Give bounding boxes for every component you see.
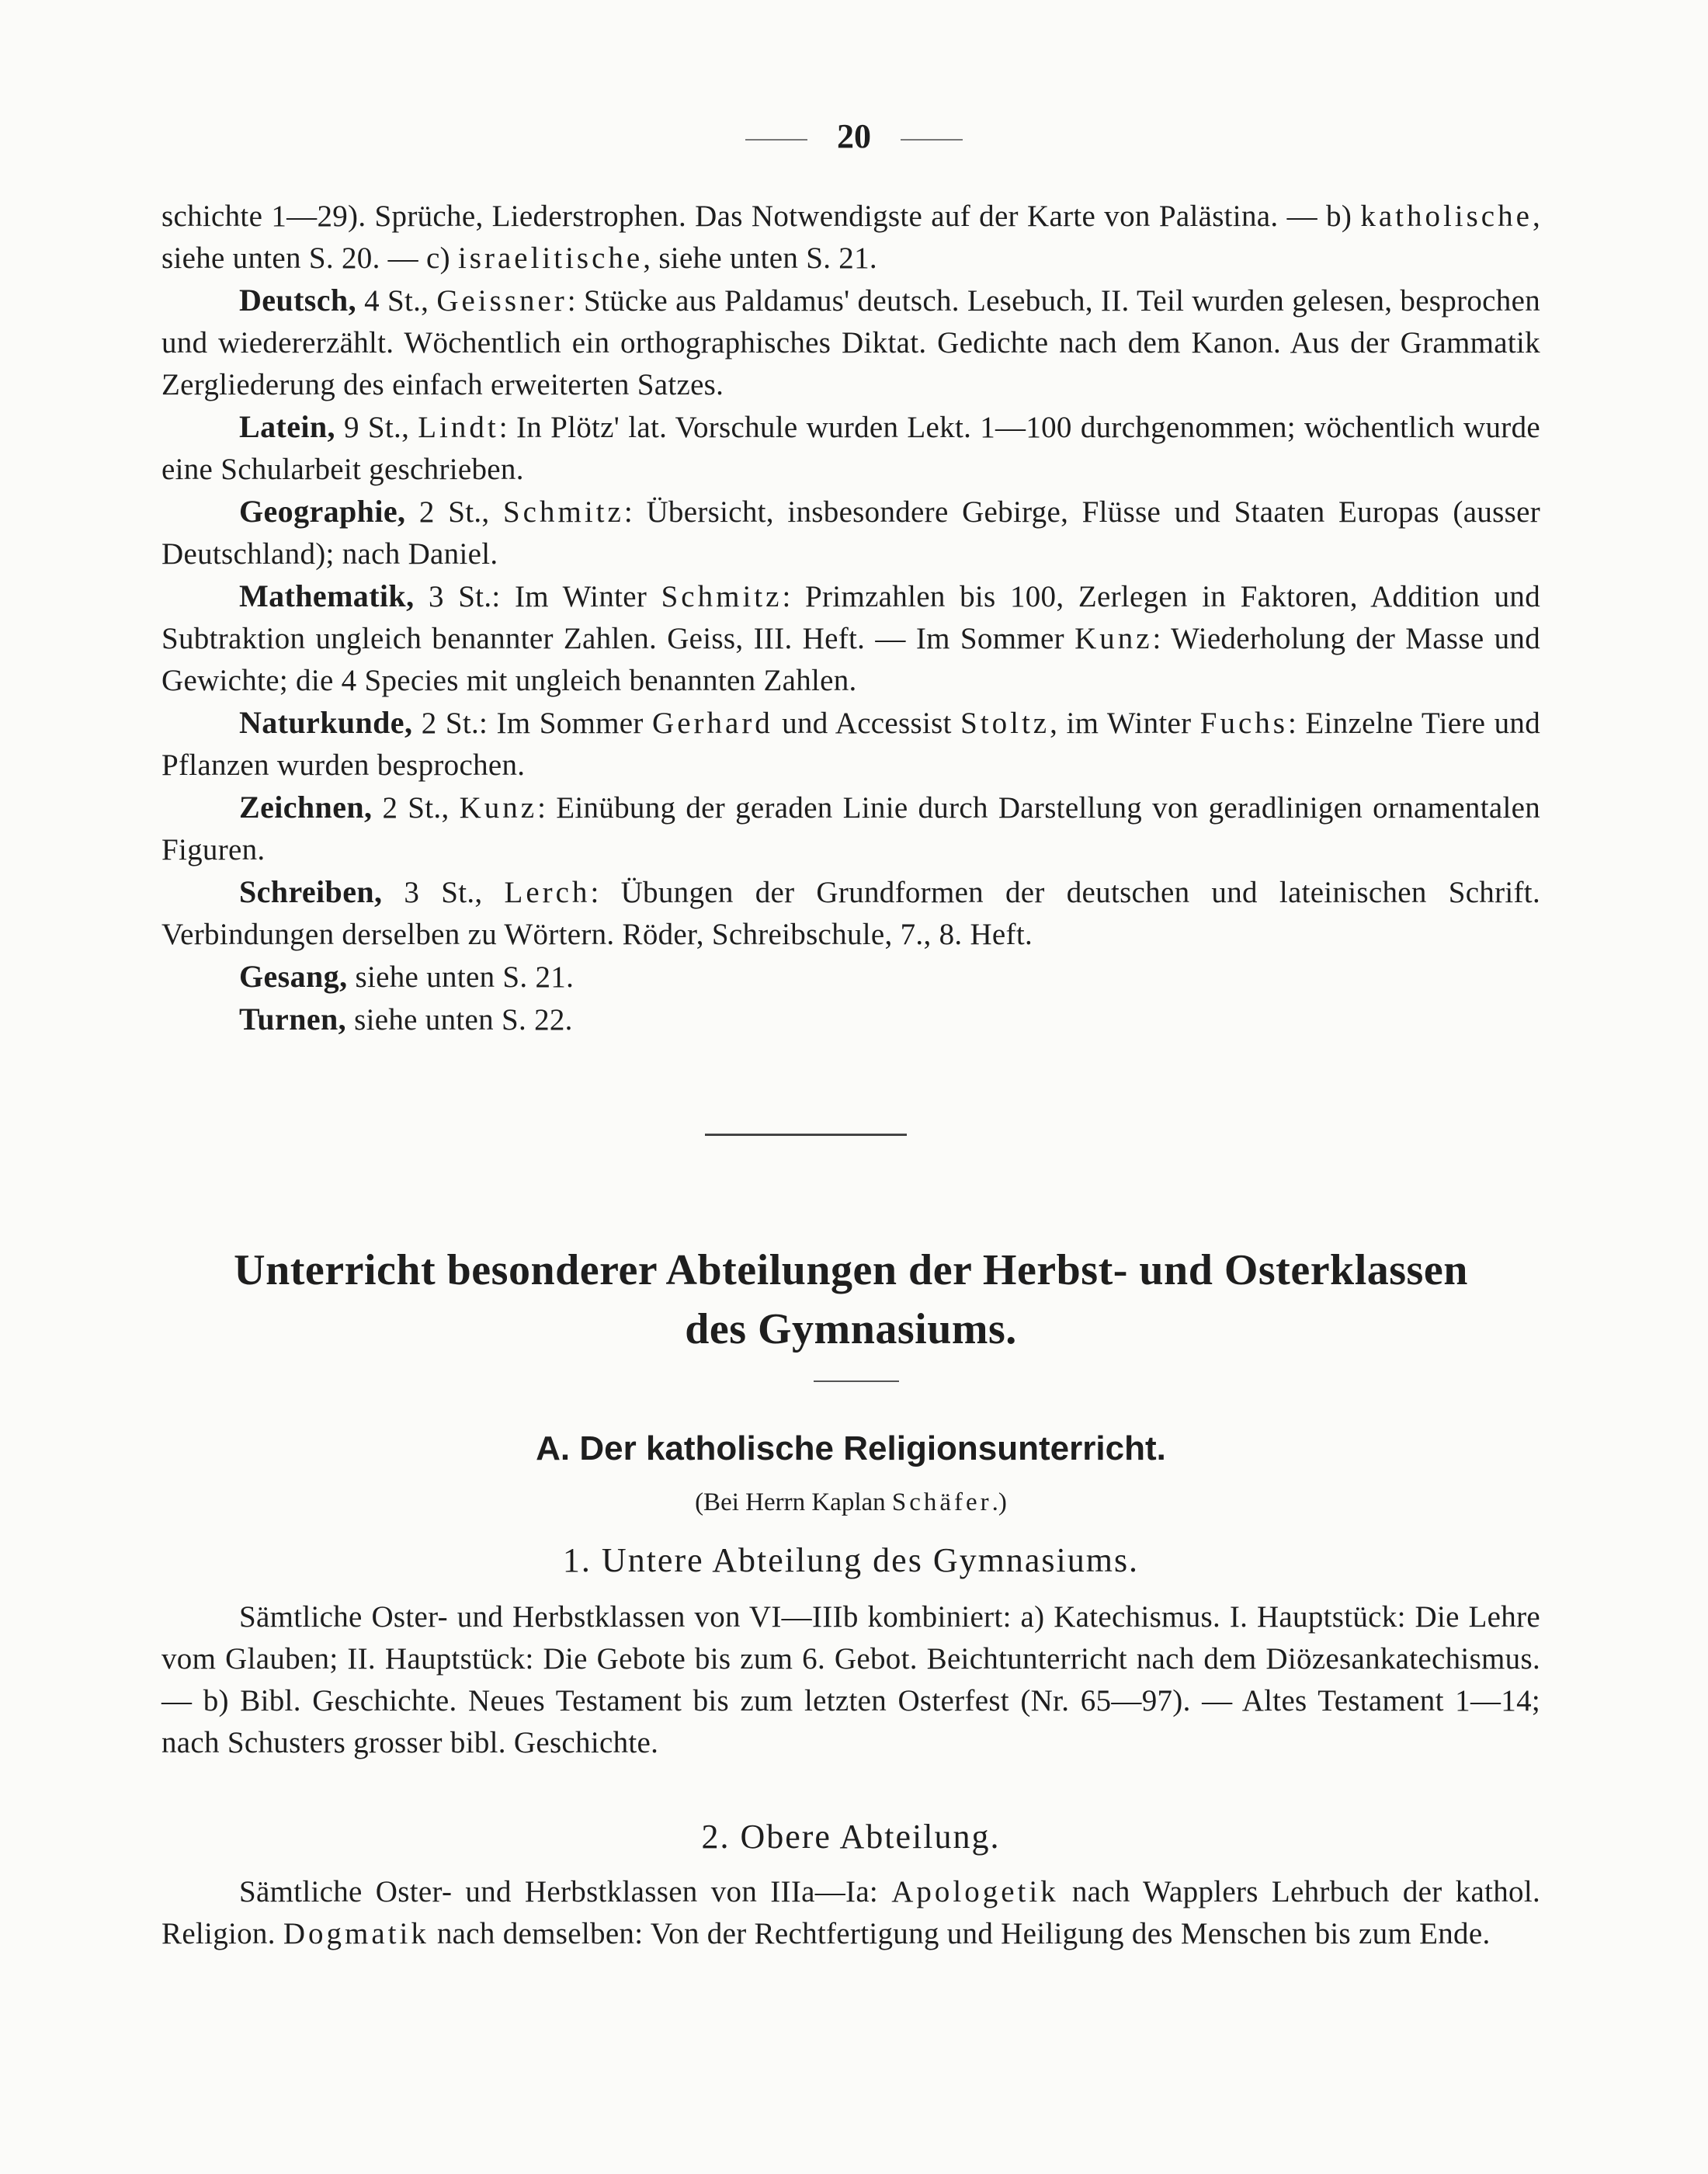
obere-abteilung-paragraph: Sämtliche Oster- und Herbstklassen von IIIa—Ia: Apologetik nach Wapplers Lehrbuch der kathol. Religion. Dogmatik nach demselben: Von der Rechtfertigung und Heiligung des Menschen bis zum Ende. <box>161 1875 1541 1950</box>
page-number-value: 20 <box>837 117 871 155</box>
main-heading <box>161 1241 1540 1359</box>
subject-turnen: Turnen, siehe unten S. 22. <box>239 1002 573 1037</box>
curriculum-block <box>161 196 1540 1041</box>
section-heading: A. Der katholische Religionsunterricht. <box>536 1429 1166 1467</box>
subject-naturkunde: Naturkunde, 2 St.: Im Sommer Gerhard und Accessist Stoltz, im Winter Fuchs: Einzelne Tiere und Pflanzen wurden besprochen. <box>161 705 1540 782</box>
subject-geographie: Geographie, 2 St., Schmitz: Übersicht, insbesondere Gebirge, Flüsse und Staaten Europas (ausser Deutschland); nach Daniel. <box>161 494 1540 571</box>
subject-schreiben: Schreiben, 3 St., Lerch: Übungen der Grundformen der deutschen und lateinischen Schrift. Verbindungen derselben zu Wörtern. Röder, Schreibschule, 7., 8. Heft. <box>161 874 1540 951</box>
untere-abteilung-paragraph: Sämtliche Oster- und Herbstklassen von VI—IIIb kombiniert: a) Katechismus. I. Hauptstück: Die Lehre vom Glauben; II. Hauptstück: Die Gebote bis zum 6. Gebot. Beichtunterricht nach dem Diözesankatechismus. — b) Bibl. Geschichte. Neues Testament bis zum letzten Osterfest (Nr. 65—97). — Altes Testament 1—14; nach Schusters grosser bibl. Geschichte. <box>161 1600 1541 1759</box>
subject-latein: Latein, 9 St., Lindt: In Plötz' lat. Vorschule wurden Lekt. 1—100 durchgenommen; wöchentlich wurde eine Schularbeit geschrieben. <box>161 409 1540 486</box>
subject-gesang: Gesang, siehe unten S. 21. <box>239 959 575 994</box>
page-number <box>0 116 1708 156</box>
page-number-dash-left <box>745 139 807 141</box>
subject-mathematik: Mathematik, 3 St.: Im Winter Schmitz: Primzahlen bis 100, Zerlegen in Faktoren, Addition und Subtraktion ungleich benannter Zahlen. Geiss, III. Heft. — Im Sommer Kunz: Wiederholung der Masse und Gewichte; die 4 Species mit ungleich benannten Zahlen. <box>161 578 1541 697</box>
heading-divider <box>814 1380 899 1382</box>
opening-paragraph: schichte 1—29). Sprüche, Liederstrophen. Das Notwendigste auf der Karte von Palästina. — b) katholische, siehe unten S. 20. — c) israelitische, siehe unten S. 21. <box>161 200 1540 275</box>
teacher-byline: (Bei Herrn Kaplan Schäfer.) <box>695 1488 1007 1516</box>
main-heading-line-1: Unterricht besonderer Abteilungen der Herbst- und Osterklassen <box>234 1246 1468 1294</box>
section-divider <box>705 1134 907 1136</box>
subject-zeichnen: Zeichnen, 2 St., Kunz: Einübung der geraden Linie durch Darstellung von geradlinigen ornamentalen Figuren. <box>161 790 1540 866</box>
sub-heading-untere-abteilung: 1. Untere Abteilung des Gymnasiums. <box>562 1541 1140 1579</box>
main-heading-line-2: des Gymnasiums. <box>685 1305 1017 1353</box>
page-number-dash-right <box>901 139 963 141</box>
subject-deutsch: Deutsch, 4 St., Geissner: Stücke aus Paldamus' deutsch. Lesebuch, II. Teil wurden gelesen, besprochen und wiedererzählt. Wöchentlich ein orthographisches Diktat. Gedichte nach dem Kanon. Aus der Grammatik Zergliederung des einfach erweiterten Satzes. <box>161 283 1540 401</box>
sub-heading-obere-abteilung: 2. Obere Abteilung. <box>701 1818 1001 1856</box>
